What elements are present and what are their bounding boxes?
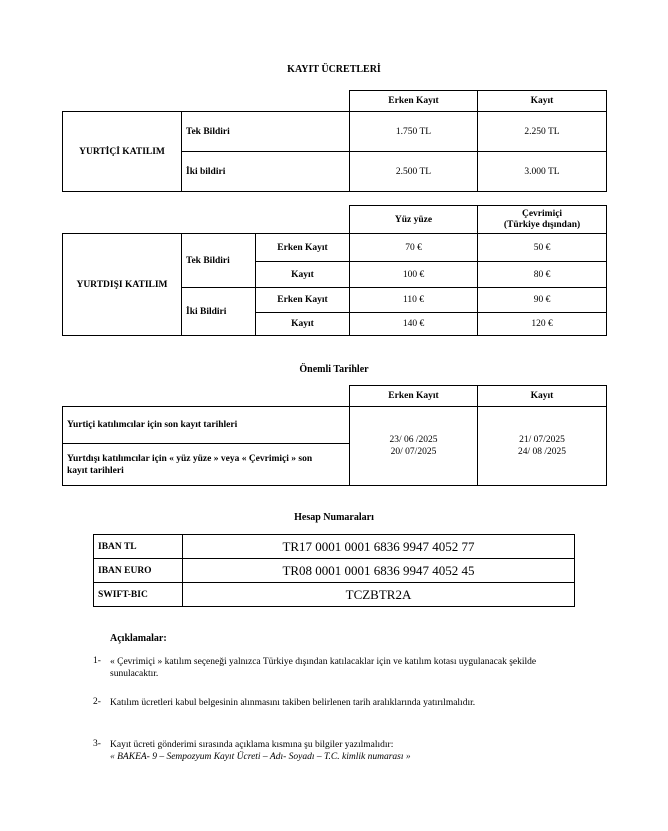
accounts-table [93, 534, 575, 607]
note-line: « BAKEA- 9 – Sempozyum Kayıt Ücreti – Adı- Soyadı – T.C. kimlik numarası » [110, 752, 411, 762]
fee-cell: 50 € [478, 234, 607, 262]
domestic-group-label: YURTİÇİ KATILIM [63, 112, 182, 192]
swift-value: TCZBTR2A [183, 583, 575, 607]
col-face-to-face: Yüz yüze [350, 206, 478, 234]
iban-tl-label: IBAN TL [94, 535, 183, 559]
note-item [110, 697, 590, 709]
date-value: 23/ 06 /2025 [389, 435, 438, 445]
sub-label-regular: Kayıt [256, 313, 350, 336]
sub-label-regular: Kayıt [256, 262, 350, 288]
fee-cell: 120 € [478, 313, 607, 336]
fee-cell: 100 € [350, 262, 478, 288]
early-dates-cell [350, 407, 478, 486]
fee-cell: 2.500 TL [350, 152, 478, 192]
iban-tl-value: TR17 0001 0001 6836 9947 4052 77 [183, 535, 575, 559]
note-line: sunulacaktır. [110, 669, 159, 679]
sub-label-early: Erken Kayıt [256, 234, 350, 262]
fee-cell: 140 € [350, 313, 478, 336]
fee-cell: 70 € [350, 234, 478, 262]
row-label-double: İki Bildiri [182, 288, 256, 336]
note-line: Kayıt ücreti gönderimi sırasında açıklama kısmına şu bilgiler yazılmalıdır: [110, 740, 394, 750]
fees-title: KAYIT ÜCRETLERİ [287, 64, 381, 75]
note-number: 2- [93, 697, 101, 707]
col-registration: Kayıt [478, 91, 607, 112]
note-item [110, 739, 590, 763]
sub-label-early: Erken Kayıt [256, 288, 350, 313]
date-value: 21/ 07/2025 [519, 435, 565, 445]
iban-euro-value: TR08 0001 0001 6836 9947 4052 45 [183, 559, 575, 583]
iban-euro-label: IBAN EURO [94, 559, 183, 583]
col-early-registration: Erken Kayıt [350, 91, 478, 112]
accounts-title: Hesap Numaraları [294, 512, 374, 523]
fee-cell: 80 € [478, 262, 607, 288]
col-online [478, 206, 607, 234]
col-online-line1: Çevrimiçi [521, 208, 563, 219]
col-registration: Kayıt [478, 386, 607, 407]
note-line: « Çevrimiçi » katılım seçeneği yalnızca Türkiye dışından katılacaklar için ve katılım kotası uygulanacak şekilde [110, 657, 537, 667]
date-value: 20/ 07/2025 [390, 447, 437, 457]
col-early-registration: Erken Kayıt [350, 386, 478, 407]
note-item [110, 656, 590, 680]
date-value: 24/ 08 /2025 [517, 447, 567, 457]
swift-label: SWIFT-BIC [94, 583, 183, 607]
col-online-line2: (Türkiye dışından) [503, 219, 581, 230]
row-label-single: Tek Bildiri [182, 234, 256, 288]
foreign-deadline-label [63, 444, 350, 486]
notes-title: Açıklamalar: [110, 633, 167, 644]
fee-cell: 3.000 TL [478, 152, 607, 192]
row-label: İki bildiri [182, 152, 350, 192]
foreign-deadline-line2: kayıt tarihleri [67, 465, 124, 476]
fee-cell: 90 € [478, 288, 607, 313]
fee-cell: 1.750 TL [350, 112, 478, 152]
foreign-fees-table [62, 205, 607, 336]
note-number: 1- [93, 656, 101, 666]
foreign-group-label: YURTDIŞI KATILIM [63, 234, 182, 336]
row-label: Tek Bildiri [182, 112, 350, 152]
note-number: 3- [93, 739, 101, 749]
dates-table [62, 385, 607, 486]
dates-title: Önemli Tarihler [299, 364, 369, 375]
regular-dates-cell [478, 407, 607, 486]
note-line: Katılım ücretleri kabul belgesinin alınmasını takiben belirlenen tarih aralıklarında yatırılmalıdır. [110, 698, 476, 708]
foreign-deadline-line1: Yurtdışı katılımcılar için « yüz yüze » veya « Çevrimiçi » son [67, 453, 313, 464]
fee-cell: 2.250 TL [478, 112, 607, 152]
fee-cell: 110 € [350, 288, 478, 313]
domestic-fees-table [62, 90, 607, 192]
domestic-deadline-label: Yurtiçi katılımcılar için son kayıt tarihleri [63, 407, 350, 444]
